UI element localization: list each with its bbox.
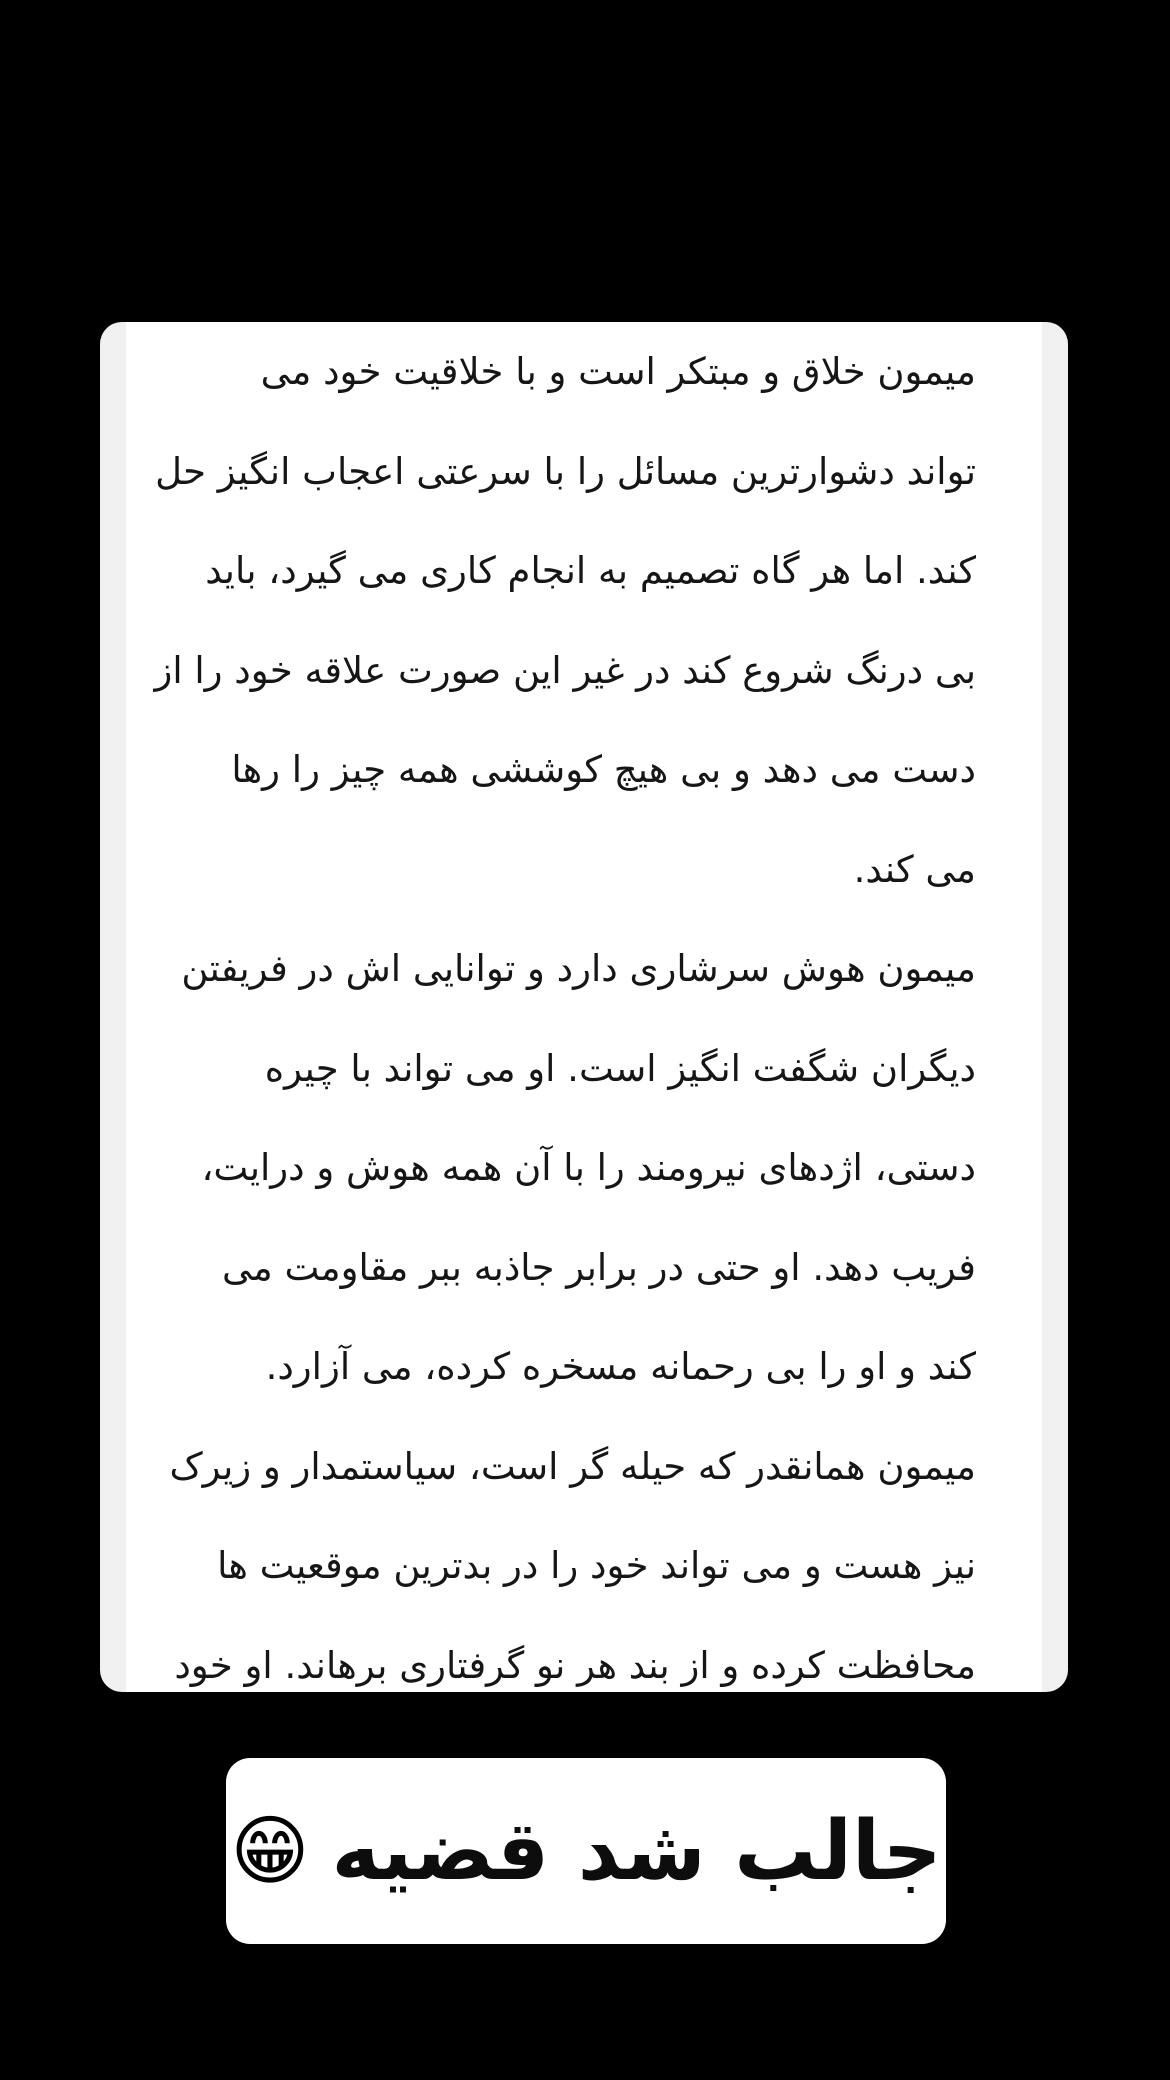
story-page (126, 322, 1042, 1692)
story-line: دست می دهد و بی هیچ کوششی همه چیز را رها (231, 748, 976, 791)
story-line: بی درنگ شروع کند در غیر این صورت علاقه خود را از (154, 648, 976, 692)
story-text (154, 322, 976, 1692)
story-line: میمون همانقدر که حیله گر است، سیاستمدار و زیرک (169, 1444, 976, 1488)
grinning-face-icon: 😁 (230, 1806, 310, 1895)
story-line: دستی، اژدهای نیرومند را با آن همه هوش و درایت، (201, 1146, 976, 1189)
story-line: دیگران شگفت انگیز است. او می تواند با چیره (264, 1046, 976, 1090)
story-line: تواند دشوارترین مسائل را با سرعتی اعجاب انگیز حل (155, 449, 976, 493)
story-line: می کند. (853, 847, 976, 891)
story-line: کند. اما هر گاه تصمیم به انجام کاری می گیرد، باید (205, 549, 976, 592)
story-line: میمون خلاق و مبتکر است و با خلاقیت خود می (260, 350, 976, 393)
caption-sticker[interactable] (226, 1758, 946, 1944)
story-line: میمون هوش سرشاری دارد و توانایی اش در فریفتن (181, 947, 976, 990)
story-line: فریب دهد. او حتی در برابر جاذبه ببر مقاومت می (222, 1245, 976, 1289)
story-line: نیز هست و می تواند خود را در بدترین موقعیت ها (217, 1544, 976, 1587)
story-line: محافظت کرده و از بند هر نو گرفتاری برهاند. او خود (174, 1643, 976, 1687)
story-line: کند و او را بی رحمانه مسخره کرده، می آزارد. (265, 1345, 976, 1388)
story-card (100, 322, 1068, 1692)
caption-text: جالب شد قضیه (331, 1803, 942, 1899)
